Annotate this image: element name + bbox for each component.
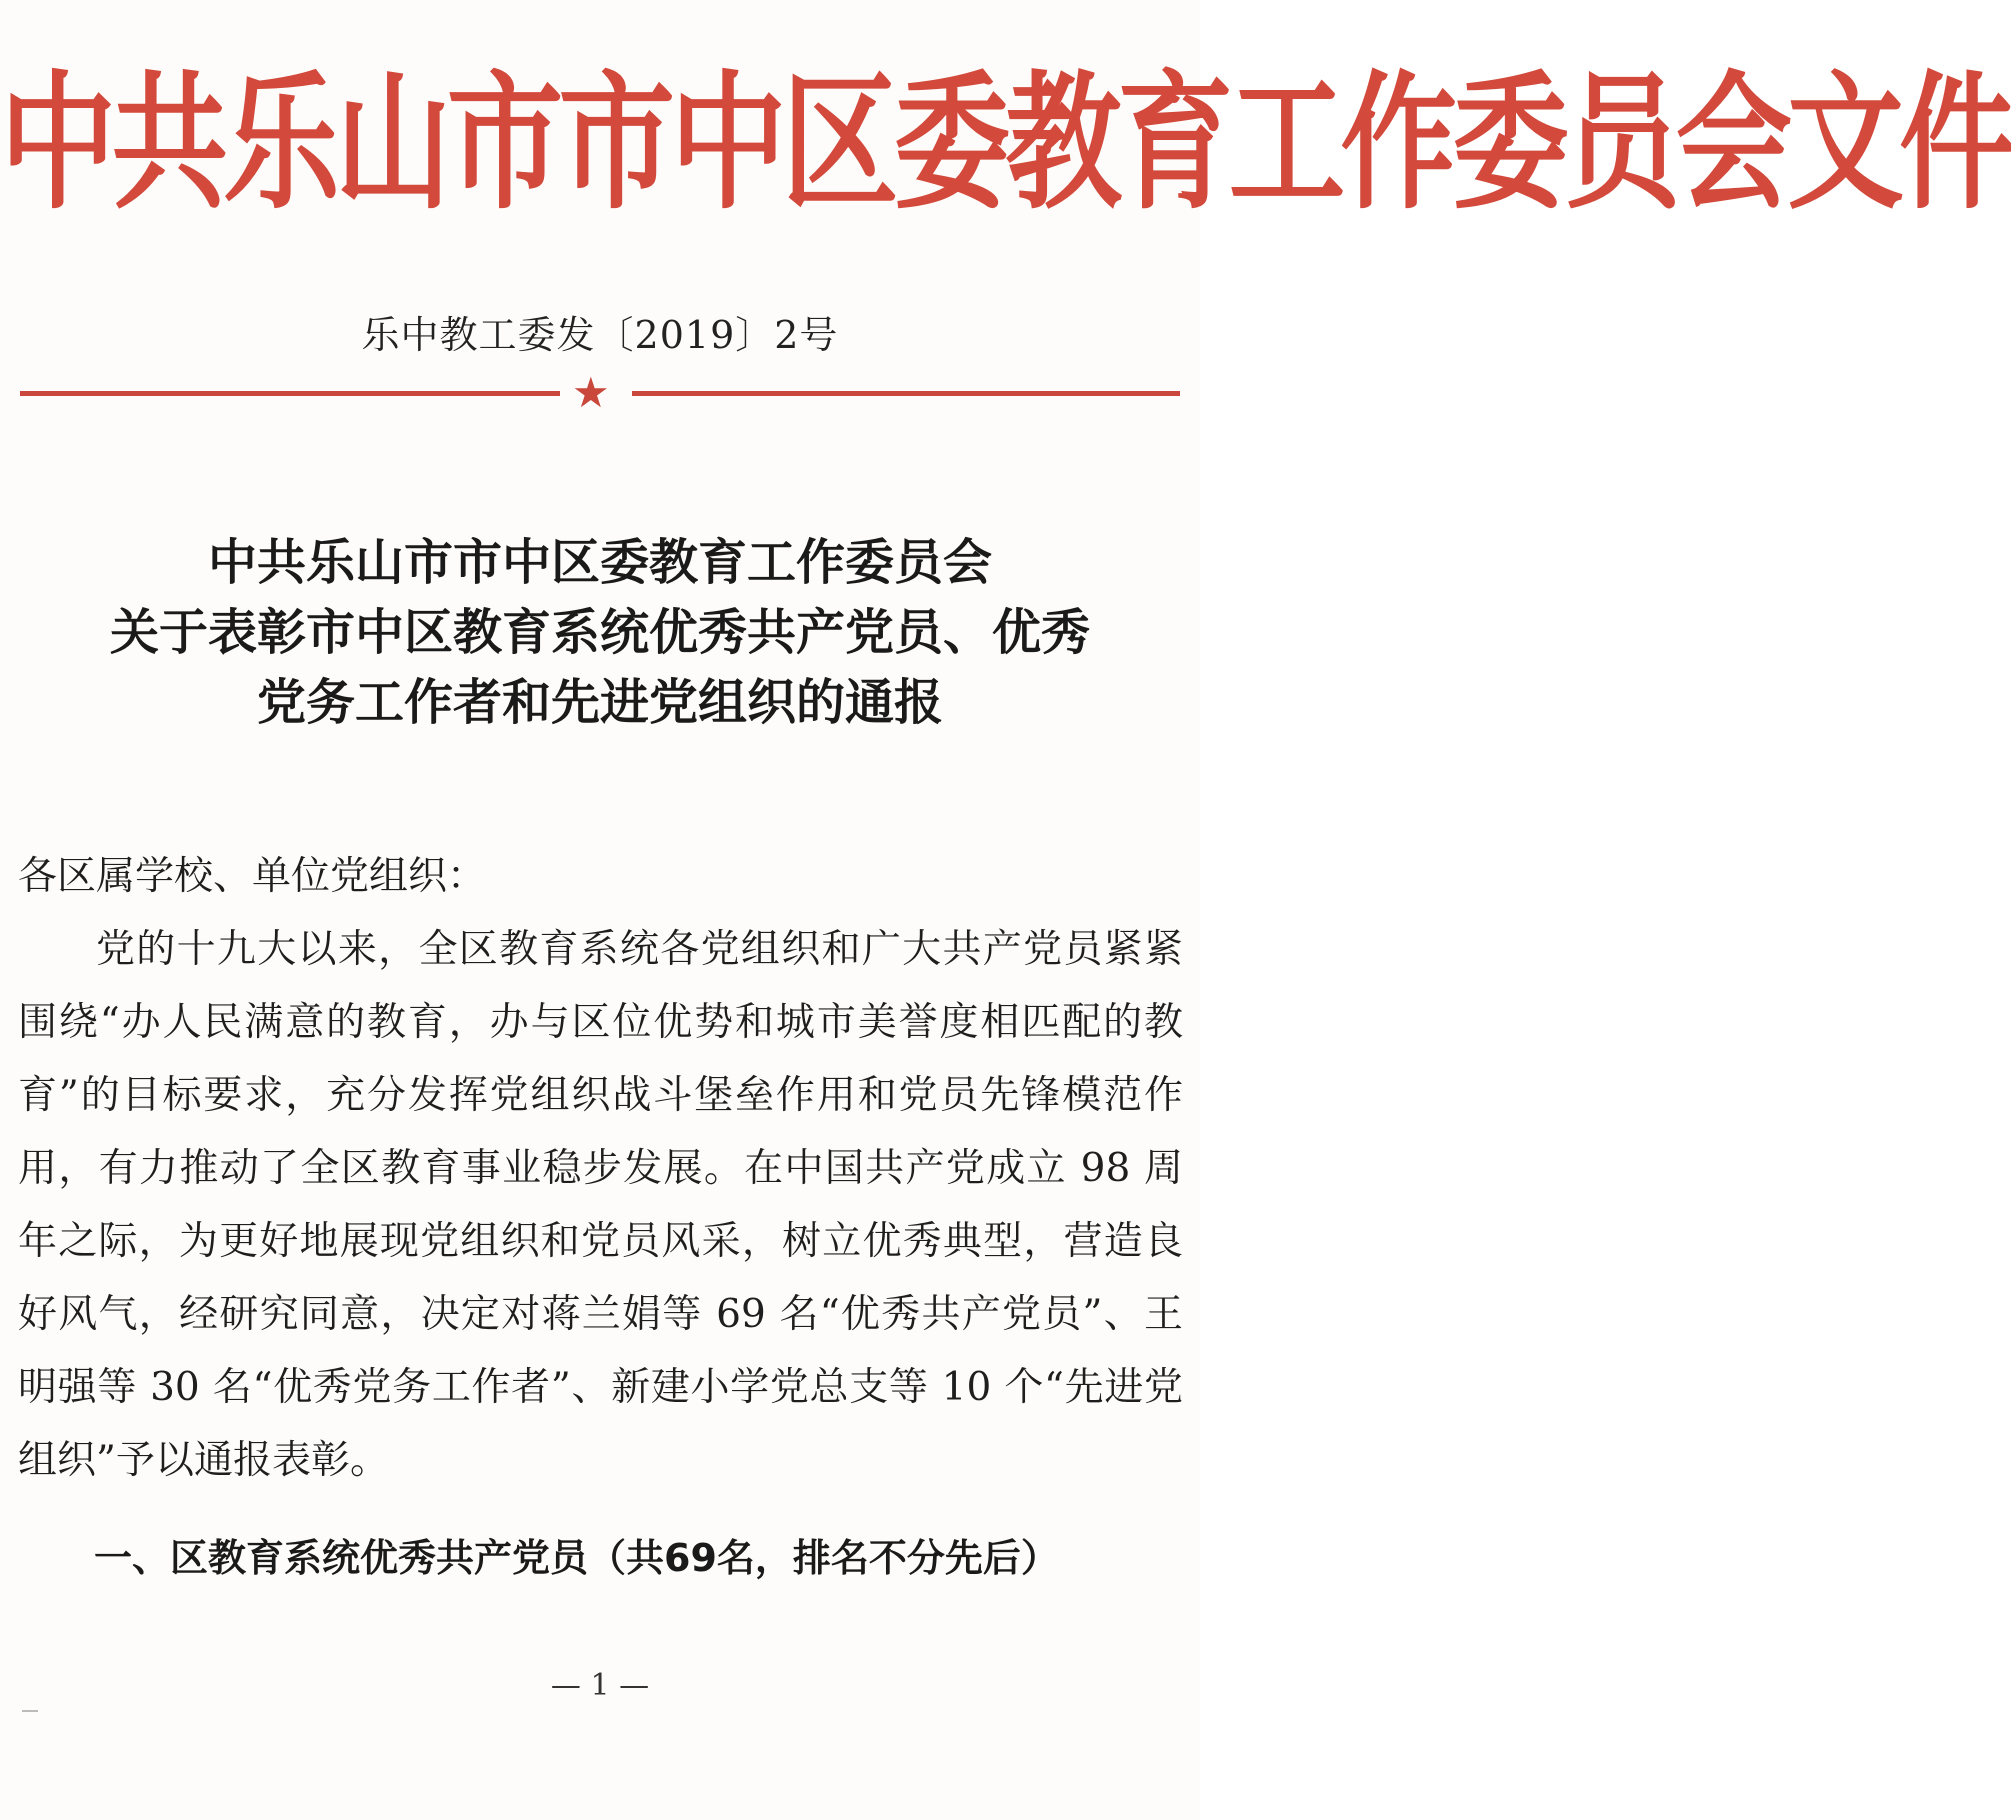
notice-title: [0, 528, 1200, 738]
star-icon: ★: [572, 368, 610, 417]
masthead-title: 中共乐山市市中区委教育工作委员会文件: [0, 58, 2011, 231]
title-line-1: 中共乐山市市中区委教育工作委员会: [207, 534, 992, 591]
title-line-3: 党务工作者和先进党组织的通报: [256, 674, 943, 731]
masthead: [0, 0, 2011, 231]
title-line-2: 关于表彰市中区教育系统优秀共产党员、优秀: [109, 604, 1090, 661]
scan-mark: [22, 1710, 38, 1712]
notice-body: [18, 840, 1183, 1497]
document-number: 乐中教工委发〔2019〕2号: [361, 313, 839, 357]
section-heading: 一、区教育系统优秀共产党员（共69名，排名不分先后）: [94, 1536, 1059, 1580]
divider-line-left: [20, 391, 560, 396]
divider-line-right: [632, 391, 1180, 396]
salutation: 各区属学校、单位党组织：: [18, 854, 487, 899]
red-divider: [20, 368, 1180, 417]
page-number: — 1 —: [550, 1668, 650, 1703]
body-paragraph: 党的十九大以来，全区教育系统各党组织和广大共产党员紧紧围绕“办人民满意的教育，办与区位优势和城市美誉度相匹配的教育”的目标要求，充分发挥党组织战斗堡垒作用和党员先锋模范作用，有力推动了全区教育事业稳步发展。在中国共产党成立 98 周年之际，为更好地展现党组织和党员风采，树立优秀典型，营造良好风气，经研究同意，决定对蒋兰娟等 69 名“优秀共产党员”、王明强等 30 名“优秀党务工作者”、新建小学党总支等 10 个“先进党组织”予以通报表彰。: [18, 927, 1183, 1483]
